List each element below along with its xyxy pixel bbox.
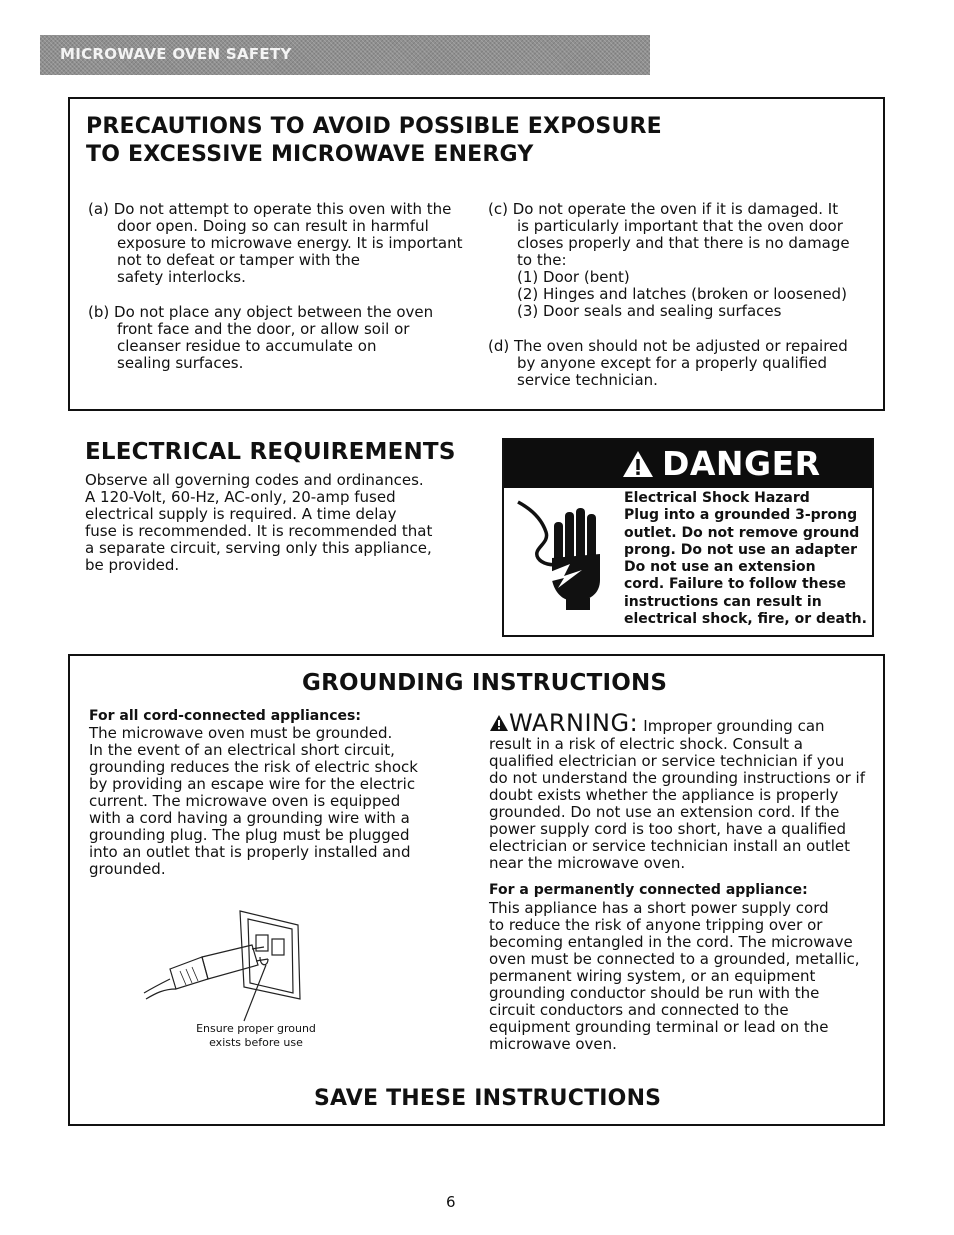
electrical-title: ELECTRICAL REQUIREMENTS bbox=[85, 439, 456, 465]
warning-first-line: Improper grounding can bbox=[643, 717, 825, 735]
warning-heading-line bbox=[489, 709, 825, 737]
grounding-title: GROUNDING INSTRUCTIONS bbox=[302, 670, 668, 696]
precaution-item-c bbox=[488, 201, 873, 320]
danger-text: Electrical Shock Hazard Plug into a grounded 3-prong outlet. Do not remove ground prong. Do not use an adapter Do not use an extension cord. Failure to follow these instructions can result in electrical shock, fire, or death. bbox=[624, 490, 867, 628]
shock-hand-icon bbox=[508, 492, 616, 612]
permanent-heading: For a permanently connected appliance: bbox=[489, 882, 808, 898]
item-rest: front face and the door, or allow soil or cleanser residue to accumulate on sealing surfaces. bbox=[117, 320, 410, 372]
item-label: (b) bbox=[88, 303, 110, 321]
illustration-caption: Ensure proper ground exists before use bbox=[196, 1022, 316, 1049]
section-title: MICROWAVE OVEN SAFETY bbox=[60, 45, 292, 63]
precaution-item-a bbox=[88, 201, 468, 286]
precaution-item-d bbox=[488, 338, 873, 389]
item-rest: by anyone except for a properly qualified service technician. bbox=[517, 354, 828, 389]
cord-heading: For all cord-connected appliances: bbox=[89, 708, 361, 724]
page-number: 6 bbox=[446, 1193, 456, 1211]
danger-label: DANGER bbox=[662, 444, 821, 483]
cord-body: The microwave oven must be grounded. In the event of an electrical short circuit, grounding reduces the risk of electric shock by providing an escape wire for the electric current. The microwave oven is equipped with a cord having a grounding wire with a grounding plug. The plug must be plugged into an outlet that is properly installed and grounded. bbox=[89, 724, 418, 878]
item-first-line: The oven should not be adjusted or repaired bbox=[514, 337, 848, 355]
save-instructions: SAVE THESE INSTRUCTIONS bbox=[314, 1086, 662, 1111]
item-rest: is particularly important that the oven door closes properly and that there is no damage to the: (1) Door (bent) (2) Hinges and latches (broken or loosened) (3) Door seals and sealing surfaces bbox=[517, 217, 850, 320]
warning-label: WARNING: bbox=[509, 709, 639, 737]
danger-box bbox=[502, 438, 874, 637]
item-first-line: Do not operate the oven if it is damaged. It bbox=[512, 200, 839, 218]
electrical-body: Observe all governing codes and ordinances. A 120-Volt, 60-Hz, AC-only, 20-amp fused electrical supply is required. A time delay fuse is recommended. It is recommended that a separate circuit, serving only this appliance, be provided. bbox=[85, 471, 433, 574]
warning-triangle-icon bbox=[622, 450, 654, 478]
section-header-banner bbox=[40, 35, 650, 75]
precaution-item-b bbox=[88, 304, 468, 372]
item-first-line: Do not attempt to operate this oven with the bbox=[113, 200, 452, 218]
grounded-outlet-plug-illustration bbox=[140, 905, 310, 1023]
precautions-title-line2: TO EXCESSIVE MICROWAVE ENERGY bbox=[86, 142, 534, 167]
item-label: (d) bbox=[488, 337, 510, 355]
precautions-title bbox=[86, 113, 662, 169]
item-rest: door open. Doing so can result in harmful exposure to microwave energy. It is important not to defeat or tamper with the safety interlocks. bbox=[117, 217, 463, 286]
item-label: (a) bbox=[88, 200, 109, 218]
item-first-line: Do not place any object between the oven bbox=[114, 303, 434, 321]
permanent-body: This appliance has a short power supply cord to reduce the risk of anyone tripping over or becoming entangled in the cord. The microwave oven must be connected to a grounded, metallic, permanent wiring system, or an equipment grounding conductor should be run with the circuit conductors and connected to the equipment grounding terminal or lead on the microwave oven. bbox=[489, 899, 860, 1053]
danger-banner bbox=[504, 440, 872, 488]
warning-body: result in a risk of electric shock. Consult a qualified electrician or service technician if you do not understand the grounding instructions or if doubt exists whether the appliance is properly grounded. Do not use an extension cord. If the power supply cord is too short, have a qualified electrician or service technician install an outlet near the microwave oven. bbox=[489, 735, 866, 872]
precautions-title-line1: PRECAUTIONS TO AVOID POSSIBLE EXPOSURE bbox=[86, 114, 662, 139]
warning-triangle-icon bbox=[489, 714, 509, 732]
item-label: (c) bbox=[488, 200, 508, 218]
